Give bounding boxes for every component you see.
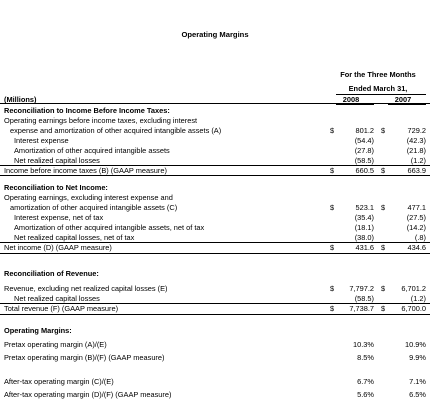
section-heading-revenue xyxy=(0,270,430,280)
year-2007-header: 2007 xyxy=(394,95,412,104)
value-2007: (1.2) xyxy=(410,294,426,303)
year-2008-rule xyxy=(336,104,374,105)
row-label: expense and amortization of other acquired intangible assets (A) xyxy=(10,126,222,135)
row-label: Revenue, excluding net realized capital losses (E) xyxy=(4,284,168,293)
value-2007: (42.3) xyxy=(406,136,426,145)
value-2008: (18.1) xyxy=(354,223,374,232)
value-2008: 660.5 xyxy=(355,166,374,175)
row-label: Pretax operating margin (A)/(E) xyxy=(4,340,107,349)
value-2008: (27.8) xyxy=(354,146,374,155)
value-2008: (58.5) xyxy=(354,294,374,303)
section-heading-operating-margins xyxy=(0,327,430,337)
row-label: Total revenue (F) (GAAP measure) xyxy=(4,304,119,313)
value-2007: (1.2) xyxy=(410,156,426,165)
year-2008-header: 2008 xyxy=(342,95,360,104)
row-label: Interest expense, net of tax xyxy=(14,213,104,222)
value-2008: (54.4) xyxy=(354,136,374,145)
value-2007: 9.9% xyxy=(409,353,426,362)
value-2008: (35.4) xyxy=(354,213,374,222)
row-label: amortization of other acquired intangible assets (C) xyxy=(10,203,178,212)
row-label: Net realized capital losses, net of tax xyxy=(14,233,135,242)
row-label: Interest expense xyxy=(14,136,69,145)
row-label: Net income (D) (GAAP measure) xyxy=(4,243,112,252)
row-label: Amortization of other acquired intangible assets xyxy=(14,146,170,155)
section-heading-label: Reconciliation to Net Income: xyxy=(4,183,108,192)
value-2008: 10.3% xyxy=(353,340,374,349)
row-label: Pretax operating margin (B)/(F) (GAAP measure) xyxy=(4,353,165,362)
row-label: Amortization of other acquired intangible assets, net of tax xyxy=(14,223,205,232)
section-heading-label: Reconciliation to Income Before Income Taxes: xyxy=(4,106,170,115)
row-label: Income before income taxes (B) (GAAP measure) xyxy=(4,166,167,175)
value-2007: (21.8) xyxy=(406,146,426,155)
value-2008: 8.5% xyxy=(357,353,374,362)
section-divider xyxy=(0,253,430,254)
value-2008: 7,738.7 xyxy=(349,304,374,313)
section-heading-label: Reconciliation of Revenue: xyxy=(4,269,99,278)
table-row xyxy=(0,378,430,388)
currency-symbol: $ xyxy=(329,284,335,293)
value-2008: 6.7% xyxy=(357,377,374,386)
table-row xyxy=(0,354,430,364)
period-header-line2: Ended March 31, xyxy=(348,84,408,93)
value-2007: 434.6 xyxy=(407,243,426,252)
section-divider xyxy=(0,175,430,176)
value-2008: (38.0) xyxy=(354,233,374,242)
year-2007-rule xyxy=(388,104,426,105)
value-2007: 7.1% xyxy=(409,377,426,386)
value-2007: (27.5) xyxy=(406,213,426,222)
currency-symbol: $ xyxy=(380,126,386,135)
value-2007: 729.2 xyxy=(407,126,426,135)
currency-symbol: $ xyxy=(329,203,335,212)
page-title: Operating Margins xyxy=(181,30,249,39)
row-label: Net realized capital losses xyxy=(14,156,100,165)
value-2007: 10.9% xyxy=(405,340,426,349)
row-label: Operating earnings, excluding interest expense and xyxy=(4,193,173,202)
currency-symbol: $ xyxy=(380,203,386,212)
currency-symbol: $ xyxy=(380,284,386,293)
value-2008: 801.2 xyxy=(355,126,374,135)
row-label: Net realized capital losses xyxy=(14,294,100,303)
currency-symbol: $ xyxy=(380,243,386,252)
row-label: Operating earnings before income taxes, excluding interest xyxy=(4,116,198,125)
units-label: (Millions) xyxy=(4,95,37,104)
value-2008: 431.6 xyxy=(355,243,374,252)
value-2007: 6,700.0 xyxy=(401,304,426,313)
value-2008: 7,797.2 xyxy=(349,284,374,293)
value-2008: 523.1 xyxy=(355,203,374,212)
section-heading-label: Operating Margins: xyxy=(4,326,72,335)
currency-symbol: $ xyxy=(380,166,386,175)
currency-symbol: $ xyxy=(329,166,335,175)
value-2008: (58.5) xyxy=(354,156,374,165)
value-2007: 663.9 xyxy=(407,166,426,175)
value-2008: 5.6% xyxy=(357,390,374,399)
value-2007: (.8) xyxy=(414,233,426,242)
value-2007: 6.5% xyxy=(409,390,426,399)
header-divider xyxy=(0,103,430,104)
row-label: After-tax operating margin (C)/(E) xyxy=(4,377,114,386)
value-2007: 477.1 xyxy=(407,203,426,212)
value-2007: (14.2) xyxy=(406,223,426,232)
currency-symbol: $ xyxy=(329,126,335,135)
table-row xyxy=(0,391,430,401)
currency-symbol: $ xyxy=(329,243,335,252)
row-label: After-tax operating margin (D)/(F) (GAAP measure) xyxy=(4,390,172,399)
section-divider xyxy=(0,314,430,315)
currency-symbol: $ xyxy=(380,304,386,313)
currency-symbol: $ xyxy=(329,304,335,313)
value-2007: 6,701.2 xyxy=(401,284,426,293)
table-row xyxy=(0,341,430,351)
period-header-line1: For the Three Months xyxy=(340,70,416,79)
